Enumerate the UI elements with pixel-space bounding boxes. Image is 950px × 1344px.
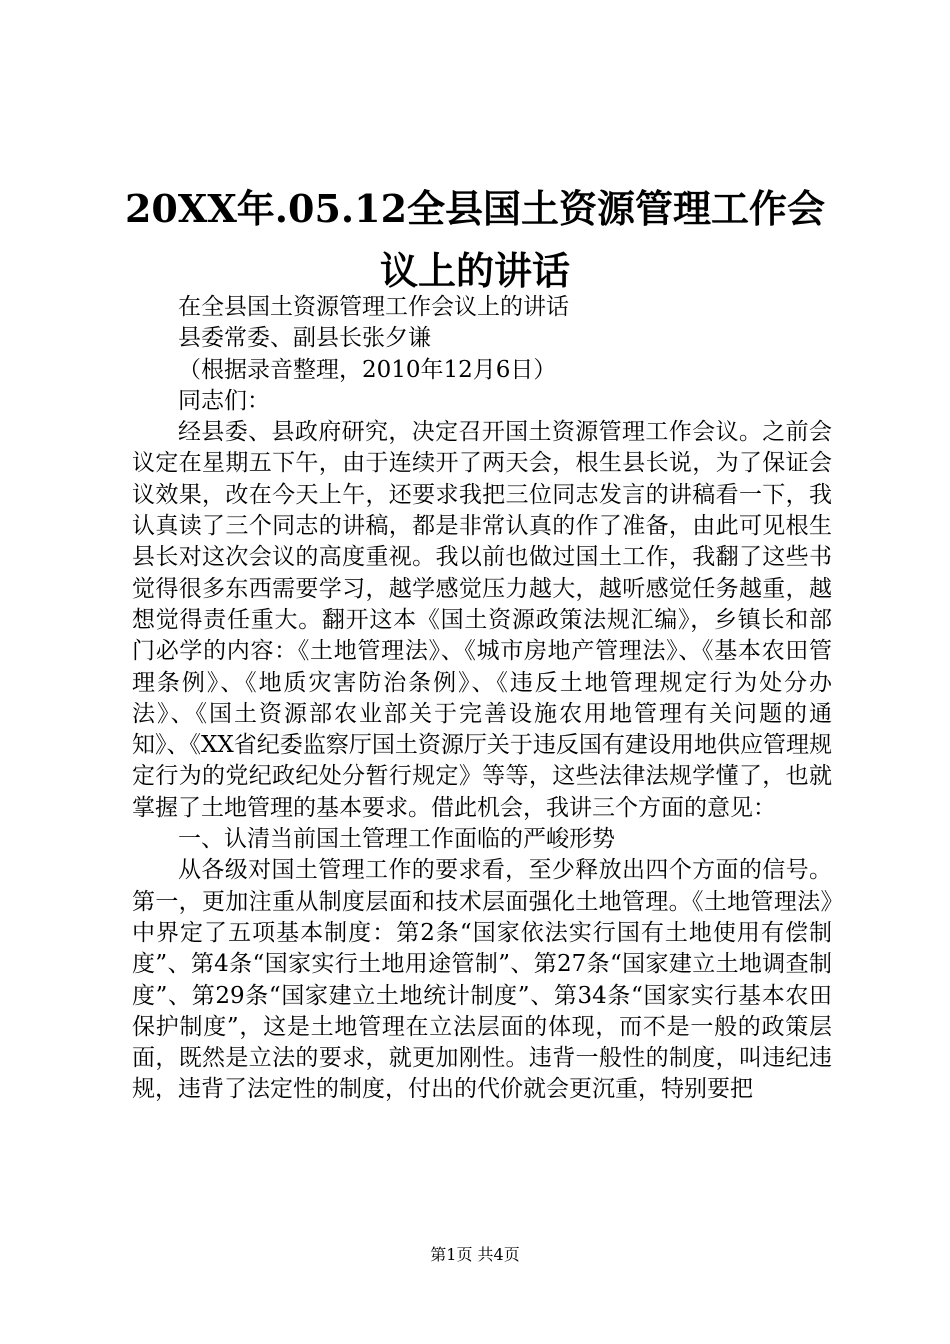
paragraph-intro: 经县委、县政府研究，决定召开国土资源管理工作会议。之前会议定在星期五下午，由于连续开了两天会，根生县长说，为了保证会议效果，改在今天上午，还要求我把三位同志发言的讲稿看一下，我认真读了三个同志的讲稿，都是非常认真的作了准备，由此可见根生县长对这次会议的高度重视。我以前也做过国土工作，我翻了这些书觉得很多东西需要学习，越学感觉压力越大，越听感觉任务越重，越想觉得责任重大。翻开这本《国土资源政策法规汇编》，乡镇长和部门必学的内容：《土地管理法》、《城市房地产管理法》、《基本农田管理条例》、《地质灾害防治条例》、《违反土地管理规定行为处分办法》、《国土资源部农业部关于完善设施农用地管理有关问题的通知》、《XX省纪委监察厅国土资源厅关于违反国有建设用地供应管理规定行为的党纪政纪处分暂行规定》等等，这些法律法规学懂了，也就掌握了土地管理的基本要求。借此机会，我讲三个方面的意见： [132, 419, 832, 821]
document-title: 20XX年.05.12全县国土资源管理工作会议上的讲话 [124, 186, 826, 293]
paragraph-note: （根据录音整理，2010年12月6日） [178, 356, 557, 383]
page-footer: 第1页 共4页 [430, 1245, 520, 1264]
section-heading-1: 一、认清当前国土管理工作面临的严峻形势 [178, 826, 615, 853]
paragraph-speaker: 县委常委、副县长张夕谦 [178, 325, 431, 352]
paragraph-section-1: 从各级对国土管理工作的要求看，至少释放出四个方面的信号。第一，更加注重从制度层面和技术层面强化土地管理。《土地管理法》中界定了五项基本制度：第2条“国家依法实行国有土地使用有偿制度”、第4条“国家实行土地用途管制”、第27条“国家建立土地调查制度”、第29条“国家建立土地统计制度”、第34条“国家实行基本农田保护制度”，这是土地管理在立法层面的体现，而不是一般的政策层面，既然是立法的要求，就更加刚性。违背一般性的制度，叫违纪违规，违背了法定性的制度，付出的代价就会更沉重，特别要把 [132, 857, 832, 1103]
paragraph-subtitle: 在全县国土资源管理工作会议上的讲话 [178, 294, 569, 320]
document-body [132, 292, 832, 1106]
paragraph-greeting: 同志们： [178, 387, 270, 414]
